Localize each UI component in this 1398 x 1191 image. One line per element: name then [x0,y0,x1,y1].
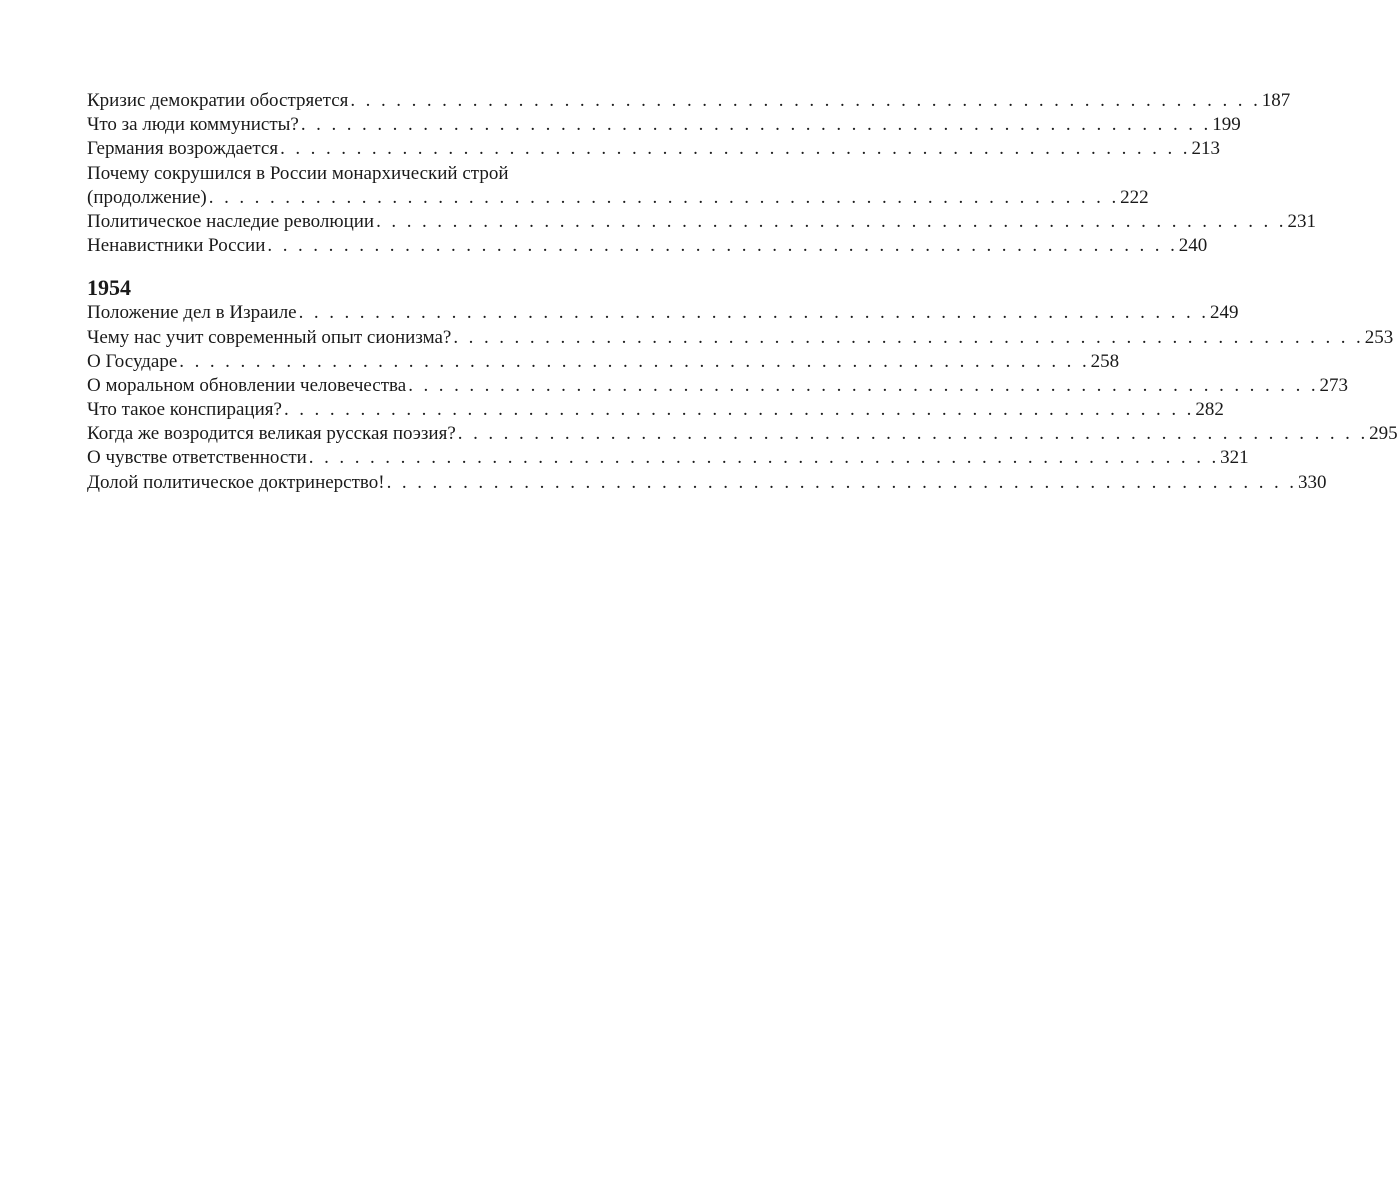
toc-entry-page: 295 [1369,423,1398,445]
toc-entry[interactable] [87,446,1249,470]
dot-leader: . . . . . . . . . . . . . . . . . . . . . . . . . . . . . . . . . . . . . . . . . . . . . . . . . . . . . . . . . . . . [280,138,1191,160]
toc-entry-title: О моральном обновлении человечества [87,374,407,396]
toc-entry[interactable] [87,398,1224,422]
toc-entry-page: 187 [1261,90,1291,111]
dot-leader: . . . . . . . . . . . . . . . . . . . . . . . . . . . . . . . . . . . . . . . . . . . . . . . . . . . . . . . . . . . . [208,186,1120,208]
toc-entry-page: 231 [1287,210,1316,232]
toc-entry-title: Чему нас учит современный опыт сионизма? [87,326,452,348]
toc-entry-page: 249 [1209,302,1239,324]
toc-entry-page: 273 [1319,374,1349,396]
toc-entry-page: 213 [1191,138,1220,160]
toc-entry-title-line: Почему сокрушился в России монархический строй [87,162,509,184]
toc-entry-title: О чувстве ответственности [87,447,307,469]
dot-leader: . . . . . . . . . . . . . . . . . . . . . . . . . . . . . . . . . . . . . . . . . . . . . . . . . . . . . . . . . . . . [308,447,1220,469]
toc-entry-title: Кризис демократии обостряется [87,90,349,111]
toc-entry-page: 240 [1178,235,1208,257]
dot-leader: . . . . . . . . . . . . . . . . . . . . . . . . . . . . . . . . . . . . . . . . . . . . . . . . . . . . . . . . . . . . [386,471,1297,493]
dot-leader: . . . . . . . . . . . . . . . . . . . . . . . . . . . . . . . . . . . . . . . . . . . . . . . . . . . . . . . . . . . . [283,399,1195,421]
toc-entry-title: Германия возрождается [87,138,279,160]
dot-leader: . . . . . . . . . . . . . . . . . . . . . . . . . . . . . . . . . . . . . . . . . . . . . . . . . . . . . . . . . . . . [453,326,1364,348]
toc-entry[interactable] [87,89,1291,113]
toc-entry-title: Ненавистники России [87,235,266,257]
toc-entry[interactable] [87,374,1349,398]
toc-entry-page: 258 [1090,350,1120,372]
toc-entry-page: 199 [1212,114,1241,136]
toc-entry[interactable] [87,113,1241,137]
toc-entry-title: Что такое конспирация? [87,399,282,421]
toc-entry[interactable] [87,471,1327,495]
toc-entry[interactable] [87,350,1120,374]
toc-entry-page: 321 [1220,447,1249,469]
dot-leader: . . . . . . . . . . . . . . . . . . . . . . . . . . . . . . . . . . . . . . . . . . . . . . . . . . . . . . . . . . . . [179,350,1090,372]
toc-entry-title: Что за люди коммунисты? [87,114,299,136]
toc-entry[interactable] [87,137,1220,161]
toc-entry-title: Положение дел в Израиле [87,302,297,324]
dot-leader: . . . . . . . . . . . . . . . . . . . . . . . . . . . . . . . . . . . . . . . . . . . . . . . . . . . . . . . . . . . . [408,374,1319,396]
toc-entry[interactable] [87,326,1394,350]
dot-leader: . . . . . . . . . . . . . . . . . . . . . . . . . . . . . . . . . . . . . . . . . . . . . . . . . . . . . . . . . . . . [298,302,1209,324]
toc-entry-page: 253 [1364,326,1394,348]
toc-entry[interactable] [87,234,1208,258]
dot-leader: . . . . . . . . . . . . . . . . . . . . . . . . . . . . . . . . . . . . . . . . . . . . . . . . . . . . . . . . . . . . [300,114,1212,136]
toc-entry[interactable] [87,301,1239,325]
toc-entry-title: (продолжение) [87,186,207,208]
toc-entry-page: 282 [1195,399,1224,421]
table-of-contents [87,89,1398,495]
dot-leader: . . . . . . . . . . . . . . . . . . . . . . . . . . . . . . . . . . . . . . . . . . . . . . . . . . . . . . . . . . . . [350,90,1261,111]
dot-leader: . . . . . . . . . . . . . . . . . . . . . . . . . . . . . . . . . . . . . . . . . . . . . . . . . . . . . . . . . . . . [376,210,1287,232]
toc-entry[interactable] [87,210,1316,234]
toc-entry[interactable] [87,186,1149,210]
dot-leader: . . . . . . . . . . . . . . . . . . . . . . . . . . . . . . . . . . . . . . . . . . . . . . . . . . . . . . . . . . . . [457,423,1369,445]
toc-entry-title: Когда же возродится великая русская поэзия? [87,423,456,445]
section-year-heading: 1954 [87,275,131,301]
toc-entry-title: Долой политическое доктринерство! [87,471,385,493]
toc-entry-title: Политическое наследие революции [87,210,375,232]
toc-entry[interactable] [87,422,1398,446]
toc-entry-page: 222 [1120,186,1149,208]
toc-entry-title: О Государе [87,350,178,372]
toc-entry-page: 330 [1297,471,1327,493]
dot-leader: . . . . . . . . . . . . . . . . . . . . . . . . . . . . . . . . . . . . . . . . . . . . . . . . . . . . . . . . . . . . [267,235,1178,257]
